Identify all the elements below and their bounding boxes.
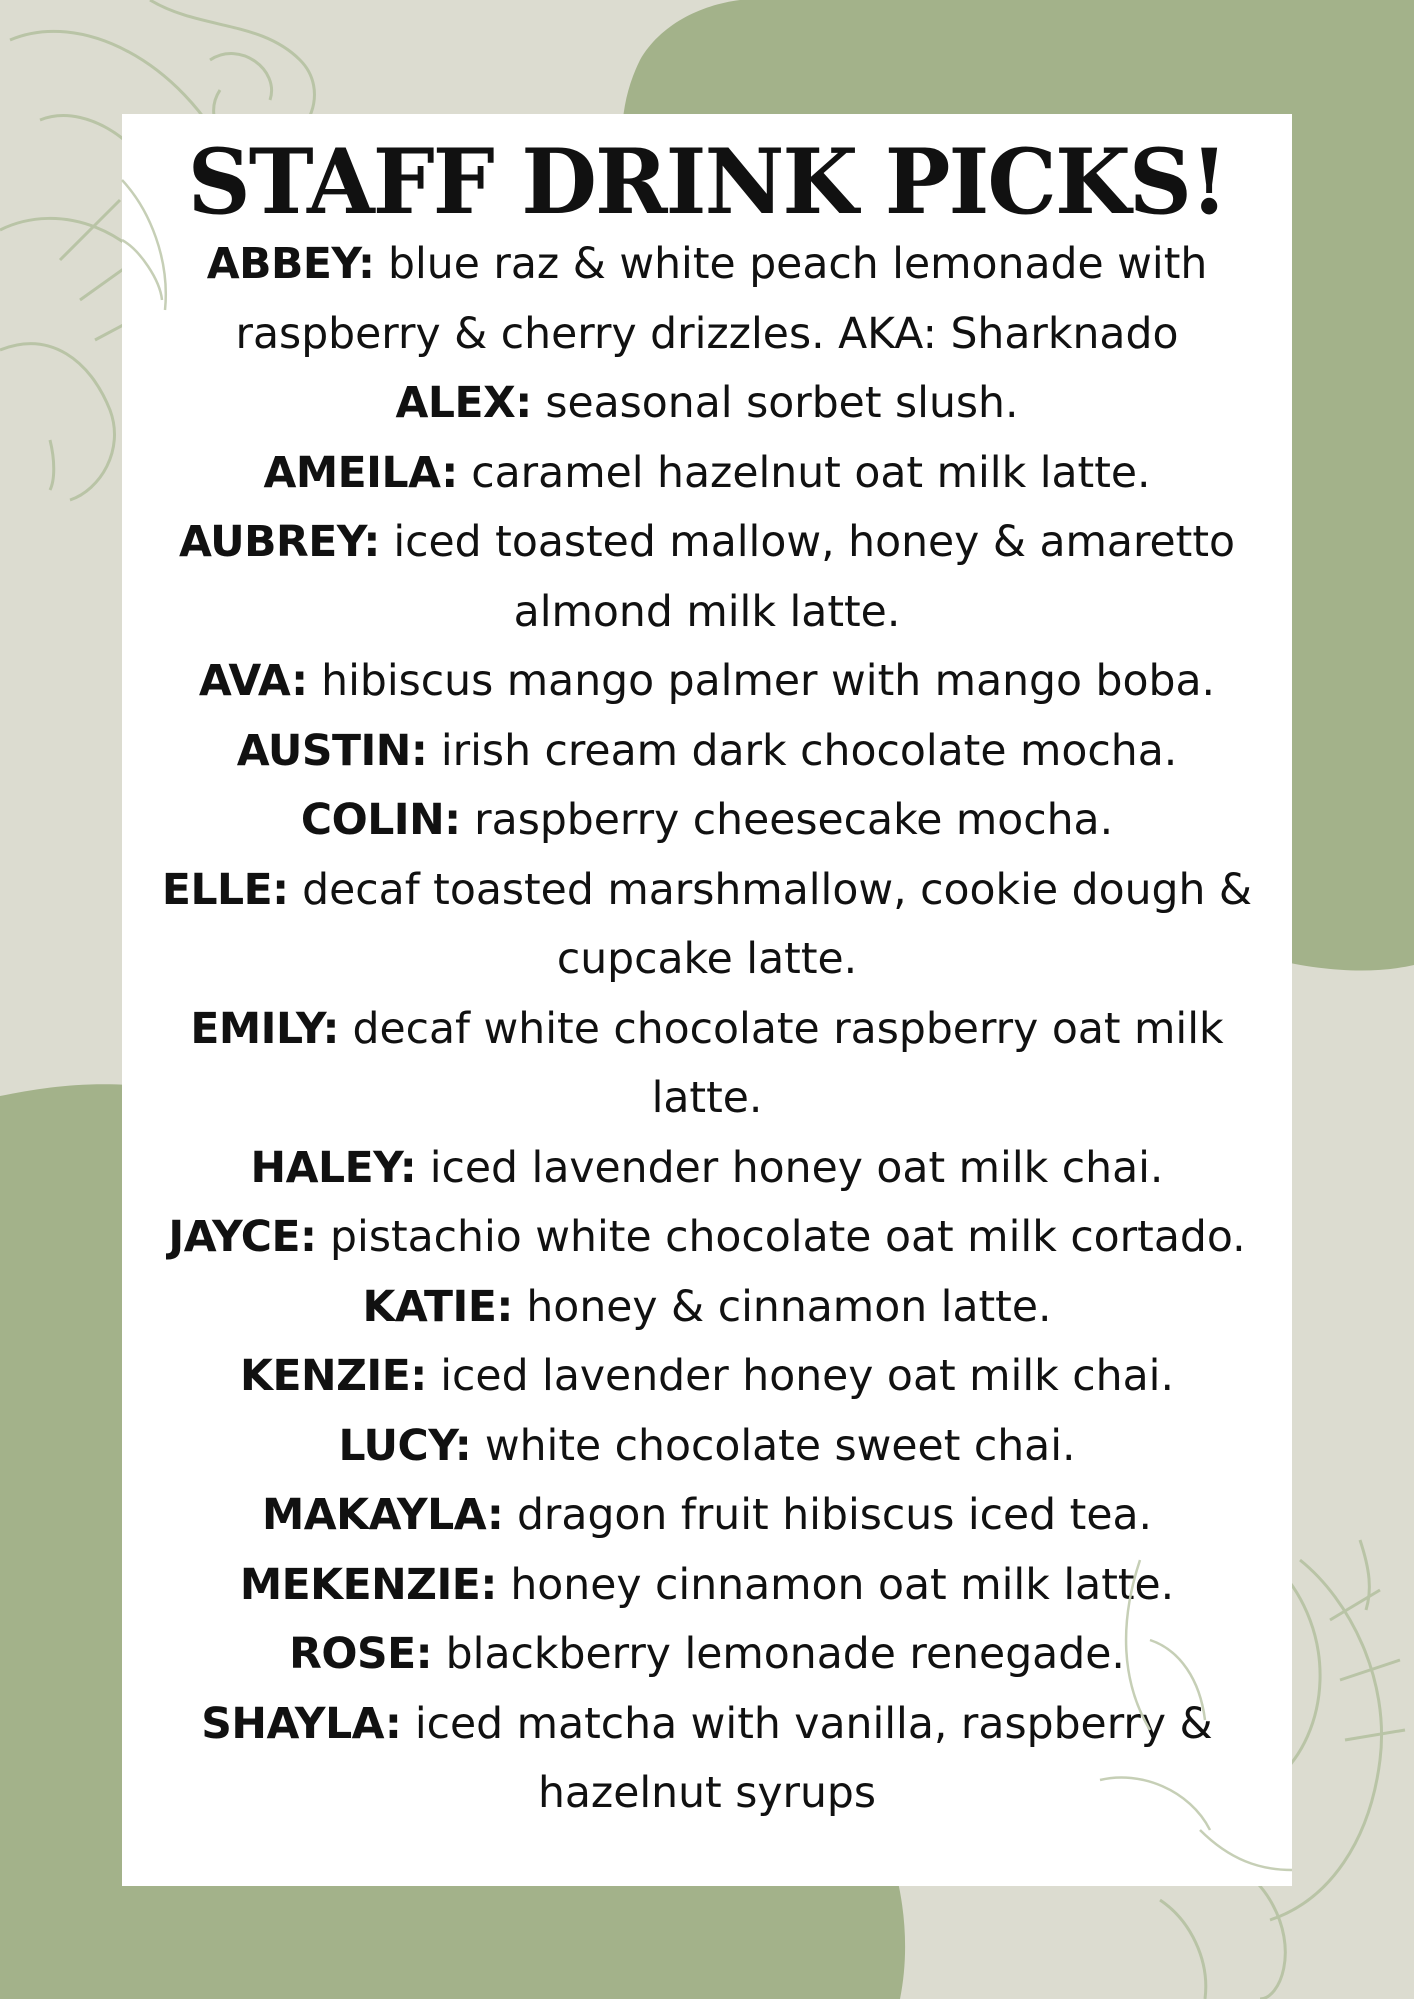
drink-description: honey & cinnamon latte.: [526, 1282, 1052, 1332]
drink-picks-list: [146, 230, 1268, 1829]
staff-name: KENZIE:: [240, 1352, 427, 1401]
drink-description: dragon fruit hibiscus iced tea.: [516, 1491, 1153, 1540]
staff-name: AMEILA:: [263, 448, 458, 498]
drink-description: caramel hazelnut oat milk latte.: [471, 448, 1151, 498]
pick-entry: [146, 1551, 1268, 1621]
page-title: STAFF DRINK PICKS!: [187, 129, 1227, 235]
drink-description: white chocolate sweet chai.: [484, 1421, 1076, 1471]
staff-name: EMILY:: [190, 1004, 339, 1054]
staff-name: LUCY:: [338, 1421, 472, 1471]
staff-name: HALEY:: [250, 1143, 417, 1193]
staff-name: KATIE:: [362, 1282, 513, 1332]
drink-description: hibiscus mango palmer with mango boba.: [321, 657, 1216, 706]
pick-entry: [146, 230, 1268, 369]
staff-name: AUBREY:: [179, 518, 380, 567]
drink-description: raspberry cheesecake mocha.: [474, 796, 1114, 845]
pick-entry: [146, 1134, 1268, 1204]
pick-entry: [146, 439, 1268, 509]
pick-entry: [146, 1620, 1268, 1690]
pick-entry: [146, 508, 1268, 647]
drink-picks-card: [122, 114, 1292, 1886]
pick-entry: [146, 786, 1268, 856]
drink-description: honey cinnamon oat milk latte.: [510, 1560, 1175, 1610]
pick-entry: [146, 995, 1268, 1134]
drink-description: blackberry lemonade renegade.: [445, 1630, 1125, 1679]
drink-description: pistachio white chocolate oat milk cortado.: [330, 1213, 1246, 1262]
pick-entry: [146, 647, 1268, 717]
drink-description: iced lavender honey oat milk chai.: [429, 1143, 1164, 1193]
staff-name: ELLE:: [161, 865, 289, 915]
drink-description: seasonal sorbet slush.: [545, 379, 1019, 428]
pick-entry: [146, 1412, 1268, 1482]
drink-description: iced lavender honey oat milk chai.: [440, 1352, 1174, 1401]
staff-name: MEKENZIE:: [239, 1560, 497, 1610]
staff-name: JAYCE:: [168, 1213, 317, 1262]
pick-entry: [146, 1273, 1268, 1343]
staff-name: AUSTIN:: [236, 726, 428, 776]
staff-name: MAKAYLA:: [261, 1491, 504, 1540]
staff-name: ABBEY:: [206, 240, 375, 289]
pick-entry: [146, 856, 1268, 995]
drink-description: blue raz & white peach lemonade with raspberry & cherry drizzles. AKA: Sharknado: [235, 240, 1208, 359]
staff-name: AVA:: [198, 657, 308, 706]
pick-entry: [146, 1342, 1268, 1412]
pick-entry: [146, 1690, 1268, 1829]
drink-description: iced matcha with vanilla, raspberry & hazelnut syrups: [414, 1699, 1213, 1818]
drink-description: iced toasted mallow, honey & amaretto almond milk latte.: [393, 518, 1235, 637]
drink-description: decaf white chocolate raspberry oat milk latte.: [352, 1004, 1224, 1123]
staff-name: COLIN:: [300, 796, 461, 845]
staff-name: ROSE:: [289, 1630, 433, 1679]
staff-name: SHAYLA:: [201, 1699, 402, 1749]
pick-entry: [146, 717, 1268, 787]
drink-description: irish cream dark chocolate mocha.: [440, 726, 1178, 776]
drink-description: decaf toasted marshmallow, cookie dough & cupcake latte.: [302, 865, 1253, 984]
pick-entry: [146, 1481, 1268, 1551]
pick-entry: [146, 1203, 1268, 1273]
staff-name: ALEX:: [395, 379, 532, 428]
pick-entry: [146, 369, 1268, 439]
